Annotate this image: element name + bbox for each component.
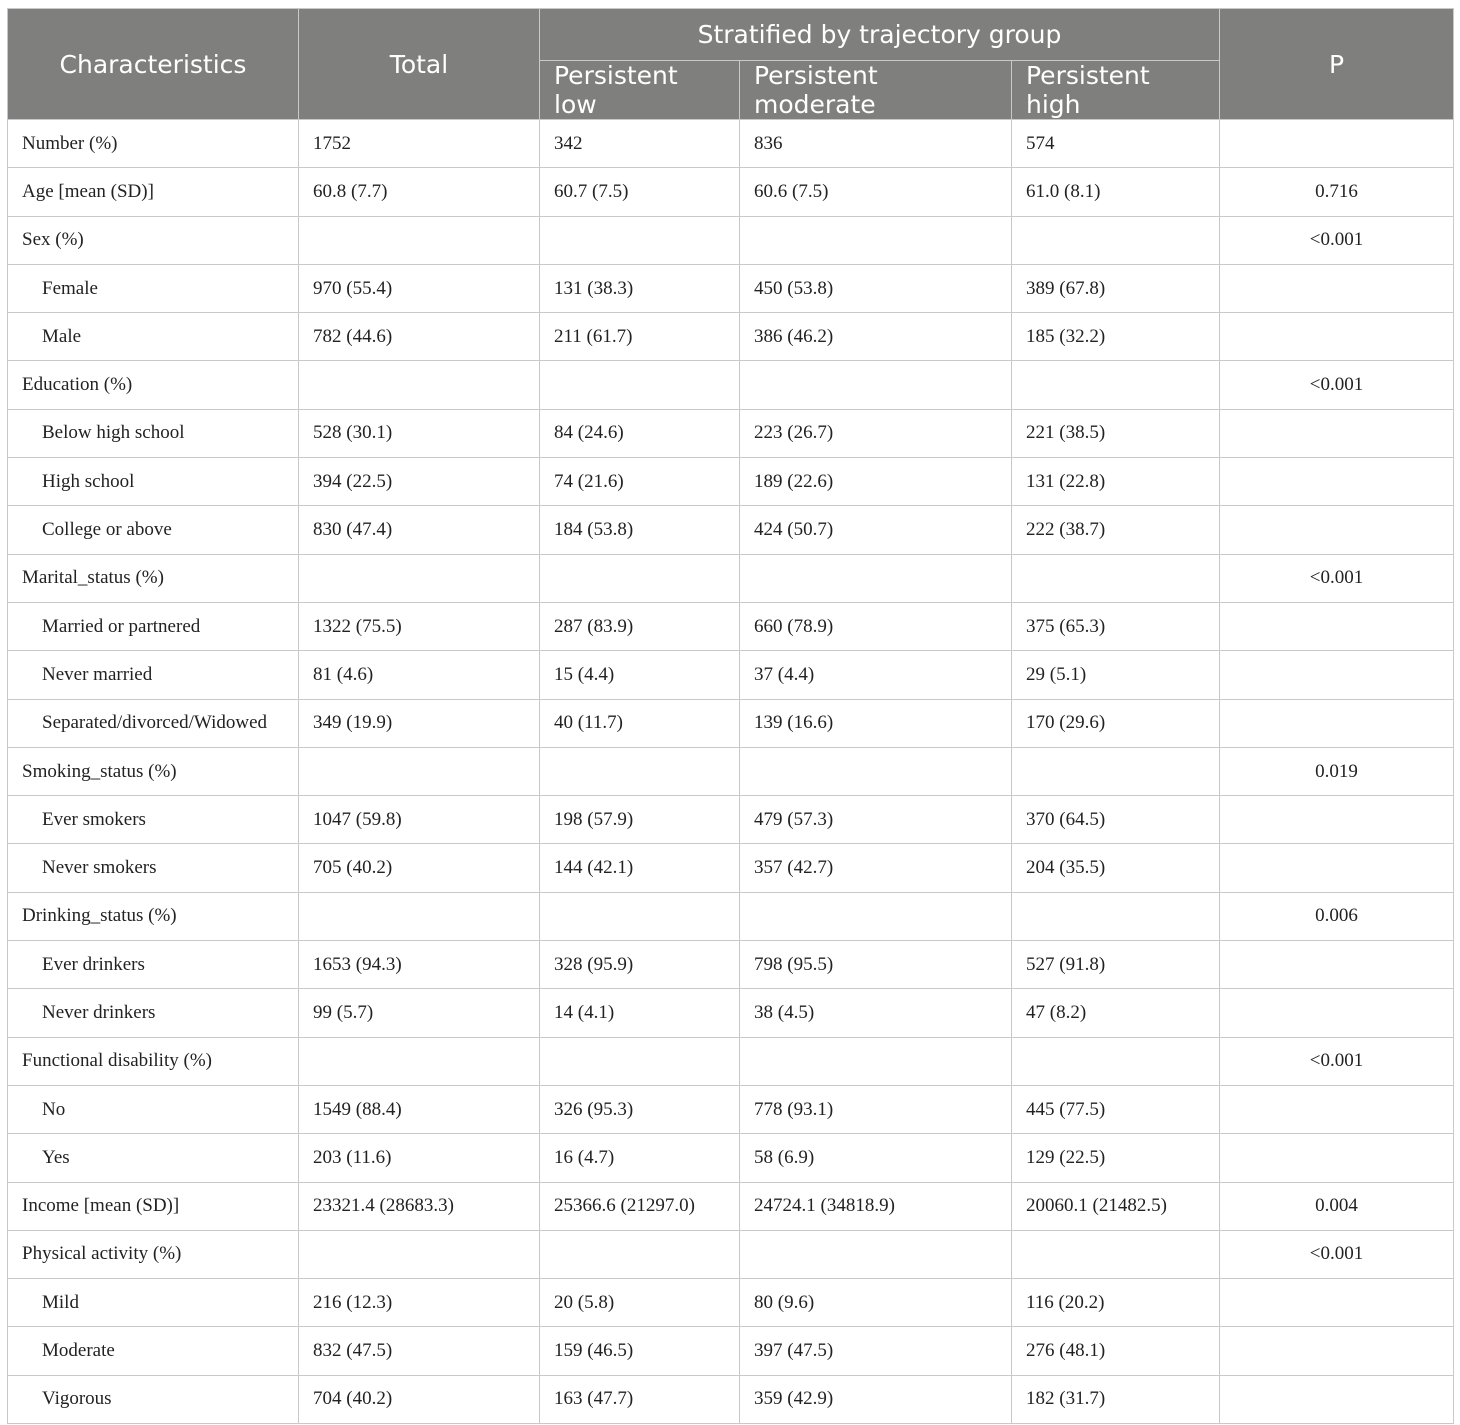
cell-persistent-moderate: 836 bbox=[740, 120, 1012, 168]
cell-p-value bbox=[1220, 1279, 1454, 1327]
cell-persistent-low: 326 (95.3) bbox=[540, 1085, 740, 1133]
table-row bbox=[8, 1279, 1454, 1327]
cell-characteristic: Functional disability (%) bbox=[8, 1037, 299, 1085]
cell-persistent-high: 574 bbox=[1012, 120, 1220, 168]
characteristics-table bbox=[7, 8, 1454, 1424]
cell-persistent-moderate: 189 (22.6) bbox=[740, 458, 1012, 506]
header-stratified: Stratified by trajectory group bbox=[540, 9, 1220, 61]
cell-persistent-high: 375 (65.3) bbox=[1012, 602, 1220, 650]
cell-characteristic: Male bbox=[8, 313, 299, 361]
cell-persistent-moderate: 80 (9.6) bbox=[740, 1279, 1012, 1327]
cell-persistent-moderate bbox=[740, 747, 1012, 795]
cell-persistent-high: 527 (91.8) bbox=[1012, 941, 1220, 989]
cell-persistent-moderate: 359 (42.9) bbox=[740, 1375, 1012, 1423]
table-row bbox=[8, 651, 1454, 699]
cell-persistent-low bbox=[540, 216, 740, 264]
cell-characteristic: Mild bbox=[8, 1279, 299, 1327]
table-row bbox=[8, 361, 1454, 409]
cell-persistent-high bbox=[1012, 216, 1220, 264]
cell-characteristic: Vigorous bbox=[8, 1375, 299, 1423]
table-row bbox=[8, 796, 1454, 844]
cell-total bbox=[299, 1037, 540, 1085]
cell-p-value bbox=[1220, 1085, 1454, 1133]
cell-persistent-high: 129 (22.5) bbox=[1012, 1134, 1220, 1182]
cell-persistent-low bbox=[540, 892, 740, 940]
cell-total: 704 (40.2) bbox=[299, 1375, 540, 1423]
cell-persistent-high: 47 (8.2) bbox=[1012, 989, 1220, 1037]
cell-persistent-low: 144 (42.1) bbox=[540, 844, 740, 892]
cell-persistent-low: 184 (53.8) bbox=[540, 506, 740, 554]
cell-p-value bbox=[1220, 844, 1454, 892]
cell-total: 782 (44.6) bbox=[299, 313, 540, 361]
cell-total: 1752 bbox=[299, 120, 540, 168]
cell-persistent-high bbox=[1012, 554, 1220, 602]
table-row bbox=[8, 941, 1454, 989]
table-row bbox=[8, 1327, 1454, 1375]
cell-persistent-moderate: 357 (42.7) bbox=[740, 844, 1012, 892]
cell-total bbox=[299, 1230, 540, 1278]
cell-characteristic: Never drinkers bbox=[8, 989, 299, 1037]
cell-persistent-high bbox=[1012, 361, 1220, 409]
table-row bbox=[8, 216, 1454, 264]
cell-persistent-high: 182 (31.7) bbox=[1012, 1375, 1220, 1423]
cell-persistent-high bbox=[1012, 1037, 1220, 1085]
cell-persistent-high: 20060.1 (21482.5) bbox=[1012, 1182, 1220, 1230]
cell-total bbox=[299, 892, 540, 940]
header-characteristics: Characteristics bbox=[8, 9, 299, 120]
cell-total: 1047 (59.8) bbox=[299, 796, 540, 844]
cell-persistent-moderate: 223 (26.7) bbox=[740, 409, 1012, 457]
cell-characteristic: Education (%) bbox=[8, 361, 299, 409]
cell-persistent-high: 116 (20.2) bbox=[1012, 1279, 1220, 1327]
cell-persistent-moderate: 60.6 (7.5) bbox=[740, 168, 1012, 216]
table-row bbox=[8, 120, 1454, 168]
cell-persistent-high: 185 (32.2) bbox=[1012, 313, 1220, 361]
cell-persistent-moderate: 58 (6.9) bbox=[740, 1134, 1012, 1182]
cell-total: 528 (30.1) bbox=[299, 409, 540, 457]
cell-total: 99 (5.7) bbox=[299, 989, 540, 1037]
cell-p-value bbox=[1220, 1134, 1454, 1182]
cell-total: 203 (11.6) bbox=[299, 1134, 540, 1182]
header-total: Total bbox=[299, 9, 540, 120]
cell-persistent-low: 131 (38.3) bbox=[540, 264, 740, 312]
table-row bbox=[8, 1375, 1454, 1423]
cell-total bbox=[299, 361, 540, 409]
cell-persistent-high: 445 (77.5) bbox=[1012, 1085, 1220, 1133]
cell-characteristic: Below high school bbox=[8, 409, 299, 457]
cell-characteristic: Age [mean (SD)] bbox=[8, 168, 299, 216]
cell-p-value: <0.001 bbox=[1220, 1037, 1454, 1085]
table-body bbox=[8, 120, 1454, 1424]
cell-total: 832 (47.5) bbox=[299, 1327, 540, 1375]
table-row bbox=[8, 1230, 1454, 1278]
cell-persistent-moderate: 479 (57.3) bbox=[740, 796, 1012, 844]
cell-p-value bbox=[1220, 941, 1454, 989]
cell-p-value bbox=[1220, 409, 1454, 457]
cell-persistent-moderate bbox=[740, 1037, 1012, 1085]
cell-characteristic: Number (%) bbox=[8, 120, 299, 168]
cell-persistent-high: 204 (35.5) bbox=[1012, 844, 1220, 892]
cell-total: 1549 (88.4) bbox=[299, 1085, 540, 1133]
table-row bbox=[8, 168, 1454, 216]
cell-p-value: 0.004 bbox=[1220, 1182, 1454, 1230]
cell-persistent-moderate: 24724.1 (34818.9) bbox=[740, 1182, 1012, 1230]
header-persistent-low: Persistent low bbox=[540, 61, 740, 120]
cell-persistent-high: 170 (29.6) bbox=[1012, 699, 1220, 747]
cell-total: 60.8 (7.7) bbox=[299, 168, 540, 216]
cell-characteristic: Moderate bbox=[8, 1327, 299, 1375]
cell-persistent-moderate bbox=[740, 554, 1012, 602]
cell-characteristic: Income [mean (SD)] bbox=[8, 1182, 299, 1230]
cell-persistent-moderate bbox=[740, 892, 1012, 940]
cell-persistent-low bbox=[540, 361, 740, 409]
cell-p-value bbox=[1220, 989, 1454, 1037]
cell-persistent-moderate: 139 (16.6) bbox=[740, 699, 1012, 747]
cell-persistent-high bbox=[1012, 1230, 1220, 1278]
cell-p-value: <0.001 bbox=[1220, 361, 1454, 409]
cell-persistent-low bbox=[540, 554, 740, 602]
cell-persistent-moderate: 386 (46.2) bbox=[740, 313, 1012, 361]
cell-total: 216 (12.3) bbox=[299, 1279, 540, 1327]
cell-persistent-high bbox=[1012, 747, 1220, 795]
cell-total: 1653 (94.3) bbox=[299, 941, 540, 989]
table-header bbox=[8, 9, 1454, 120]
cell-p-value bbox=[1220, 264, 1454, 312]
cell-total bbox=[299, 747, 540, 795]
cell-p-value bbox=[1220, 120, 1454, 168]
cell-persistent-high: 389 (67.8) bbox=[1012, 264, 1220, 312]
cell-persistent-low: 198 (57.9) bbox=[540, 796, 740, 844]
cell-total: 1322 (75.5) bbox=[299, 602, 540, 650]
table-container bbox=[7, 8, 1453, 1424]
cell-characteristic: Ever drinkers bbox=[8, 941, 299, 989]
table-row bbox=[8, 458, 1454, 506]
cell-p-value: 0.716 bbox=[1220, 168, 1454, 216]
cell-characteristic: Female bbox=[8, 264, 299, 312]
cell-p-value bbox=[1220, 796, 1454, 844]
cell-characteristic: Drinking_status (%) bbox=[8, 892, 299, 940]
table-row bbox=[8, 1134, 1454, 1182]
cell-persistent-low: 328 (95.9) bbox=[540, 941, 740, 989]
table-row bbox=[8, 747, 1454, 795]
table-row bbox=[8, 506, 1454, 554]
cell-total: 81 (4.6) bbox=[299, 651, 540, 699]
cell-characteristic: Separated/divorced/Widowed bbox=[8, 699, 299, 747]
cell-characteristic: Never smokers bbox=[8, 844, 299, 892]
cell-p-value: 0.006 bbox=[1220, 892, 1454, 940]
table-row bbox=[8, 699, 1454, 747]
cell-characteristic: No bbox=[8, 1085, 299, 1133]
cell-characteristic: Smoking_status (%) bbox=[8, 747, 299, 795]
cell-persistent-moderate bbox=[740, 1230, 1012, 1278]
cell-persistent-moderate: 37 (4.4) bbox=[740, 651, 1012, 699]
cell-p-value bbox=[1220, 1327, 1454, 1375]
cell-persistent-high: 29 (5.1) bbox=[1012, 651, 1220, 699]
cell-persistent-moderate: 424 (50.7) bbox=[740, 506, 1012, 554]
header-row-1 bbox=[8, 9, 1454, 61]
cell-persistent-low: 25366.6 (21297.0) bbox=[540, 1182, 740, 1230]
table-row bbox=[8, 1182, 1454, 1230]
cell-persistent-low: 74 (21.6) bbox=[540, 458, 740, 506]
table-row bbox=[8, 264, 1454, 312]
cell-characteristic: Yes bbox=[8, 1134, 299, 1182]
cell-characteristic: College or above bbox=[8, 506, 299, 554]
cell-persistent-low: 14 (4.1) bbox=[540, 989, 740, 1037]
cell-p-value: <0.001 bbox=[1220, 554, 1454, 602]
table-row bbox=[8, 1037, 1454, 1085]
cell-persistent-low: 211 (61.7) bbox=[540, 313, 740, 361]
cell-persistent-low: 16 (4.7) bbox=[540, 1134, 740, 1182]
cell-characteristic: Marital_status (%) bbox=[8, 554, 299, 602]
cell-p-value: <0.001 bbox=[1220, 216, 1454, 264]
cell-persistent-low: 40 (11.7) bbox=[540, 699, 740, 747]
cell-total bbox=[299, 554, 540, 602]
cell-persistent-low bbox=[540, 1037, 740, 1085]
cell-persistent-low: 60.7 (7.5) bbox=[540, 168, 740, 216]
header-p: P bbox=[1220, 9, 1454, 120]
cell-characteristic: Ever smokers bbox=[8, 796, 299, 844]
cell-characteristic: Married or partnered bbox=[8, 602, 299, 650]
header-persistent-moderate: Persistent moderate bbox=[740, 61, 1012, 120]
table-row bbox=[8, 409, 1454, 457]
cell-persistent-moderate: 778 (93.1) bbox=[740, 1085, 1012, 1133]
cell-p-value bbox=[1220, 506, 1454, 554]
cell-characteristic: Sex (%) bbox=[8, 216, 299, 264]
cell-p-value bbox=[1220, 313, 1454, 361]
cell-total bbox=[299, 216, 540, 264]
cell-p-value bbox=[1220, 602, 1454, 650]
cell-p-value: <0.001 bbox=[1220, 1230, 1454, 1278]
cell-persistent-low: 342 bbox=[540, 120, 740, 168]
cell-persistent-low: 163 (47.7) bbox=[540, 1375, 740, 1423]
cell-characteristic: High school bbox=[8, 458, 299, 506]
cell-persistent-high: 61.0 (8.1) bbox=[1012, 168, 1220, 216]
cell-p-value bbox=[1220, 458, 1454, 506]
cell-persistent-low bbox=[540, 747, 740, 795]
cell-total: 705 (40.2) bbox=[299, 844, 540, 892]
cell-persistent-low: 15 (4.4) bbox=[540, 651, 740, 699]
cell-total: 830 (47.4) bbox=[299, 506, 540, 554]
table-row bbox=[8, 892, 1454, 940]
table-row bbox=[8, 554, 1454, 602]
cell-persistent-moderate: 660 (78.9) bbox=[740, 602, 1012, 650]
cell-total: 970 (55.4) bbox=[299, 264, 540, 312]
cell-persistent-high: 221 (38.5) bbox=[1012, 409, 1220, 457]
cell-characteristic: Never married bbox=[8, 651, 299, 699]
table-row bbox=[8, 844, 1454, 892]
cell-persistent-moderate: 397 (47.5) bbox=[740, 1327, 1012, 1375]
cell-persistent-moderate: 450 (53.8) bbox=[740, 264, 1012, 312]
table-row bbox=[8, 989, 1454, 1037]
cell-persistent-high bbox=[1012, 892, 1220, 940]
cell-persistent-high: 131 (22.8) bbox=[1012, 458, 1220, 506]
cell-persistent-moderate: 798 (95.5) bbox=[740, 941, 1012, 989]
cell-persistent-low: 287 (83.9) bbox=[540, 602, 740, 650]
cell-persistent-moderate: 38 (4.5) bbox=[740, 989, 1012, 1037]
cell-persistent-moderate bbox=[740, 216, 1012, 264]
cell-p-value bbox=[1220, 651, 1454, 699]
cell-total: 394 (22.5) bbox=[299, 458, 540, 506]
cell-persistent-low: 84 (24.6) bbox=[540, 409, 740, 457]
cell-persistent-high: 370 (64.5) bbox=[1012, 796, 1220, 844]
cell-persistent-moderate bbox=[740, 361, 1012, 409]
cell-persistent-low: 20 (5.8) bbox=[540, 1279, 740, 1327]
cell-p-value bbox=[1220, 699, 1454, 747]
cell-characteristic: Physical activity (%) bbox=[8, 1230, 299, 1278]
table-row bbox=[8, 1085, 1454, 1133]
cell-persistent-low bbox=[540, 1230, 740, 1278]
header-persistent-high: Persistent high bbox=[1012, 61, 1220, 120]
table-row bbox=[8, 313, 1454, 361]
cell-persistent-high: 222 (38.7) bbox=[1012, 506, 1220, 554]
table-row bbox=[8, 602, 1454, 650]
cell-p-value bbox=[1220, 1375, 1454, 1423]
cell-persistent-high: 276 (48.1) bbox=[1012, 1327, 1220, 1375]
cell-total: 23321.4 (28683.3) bbox=[299, 1182, 540, 1230]
cell-p-value: 0.019 bbox=[1220, 747, 1454, 795]
cell-persistent-low: 159 (46.5) bbox=[540, 1327, 740, 1375]
cell-total: 349 (19.9) bbox=[299, 699, 540, 747]
